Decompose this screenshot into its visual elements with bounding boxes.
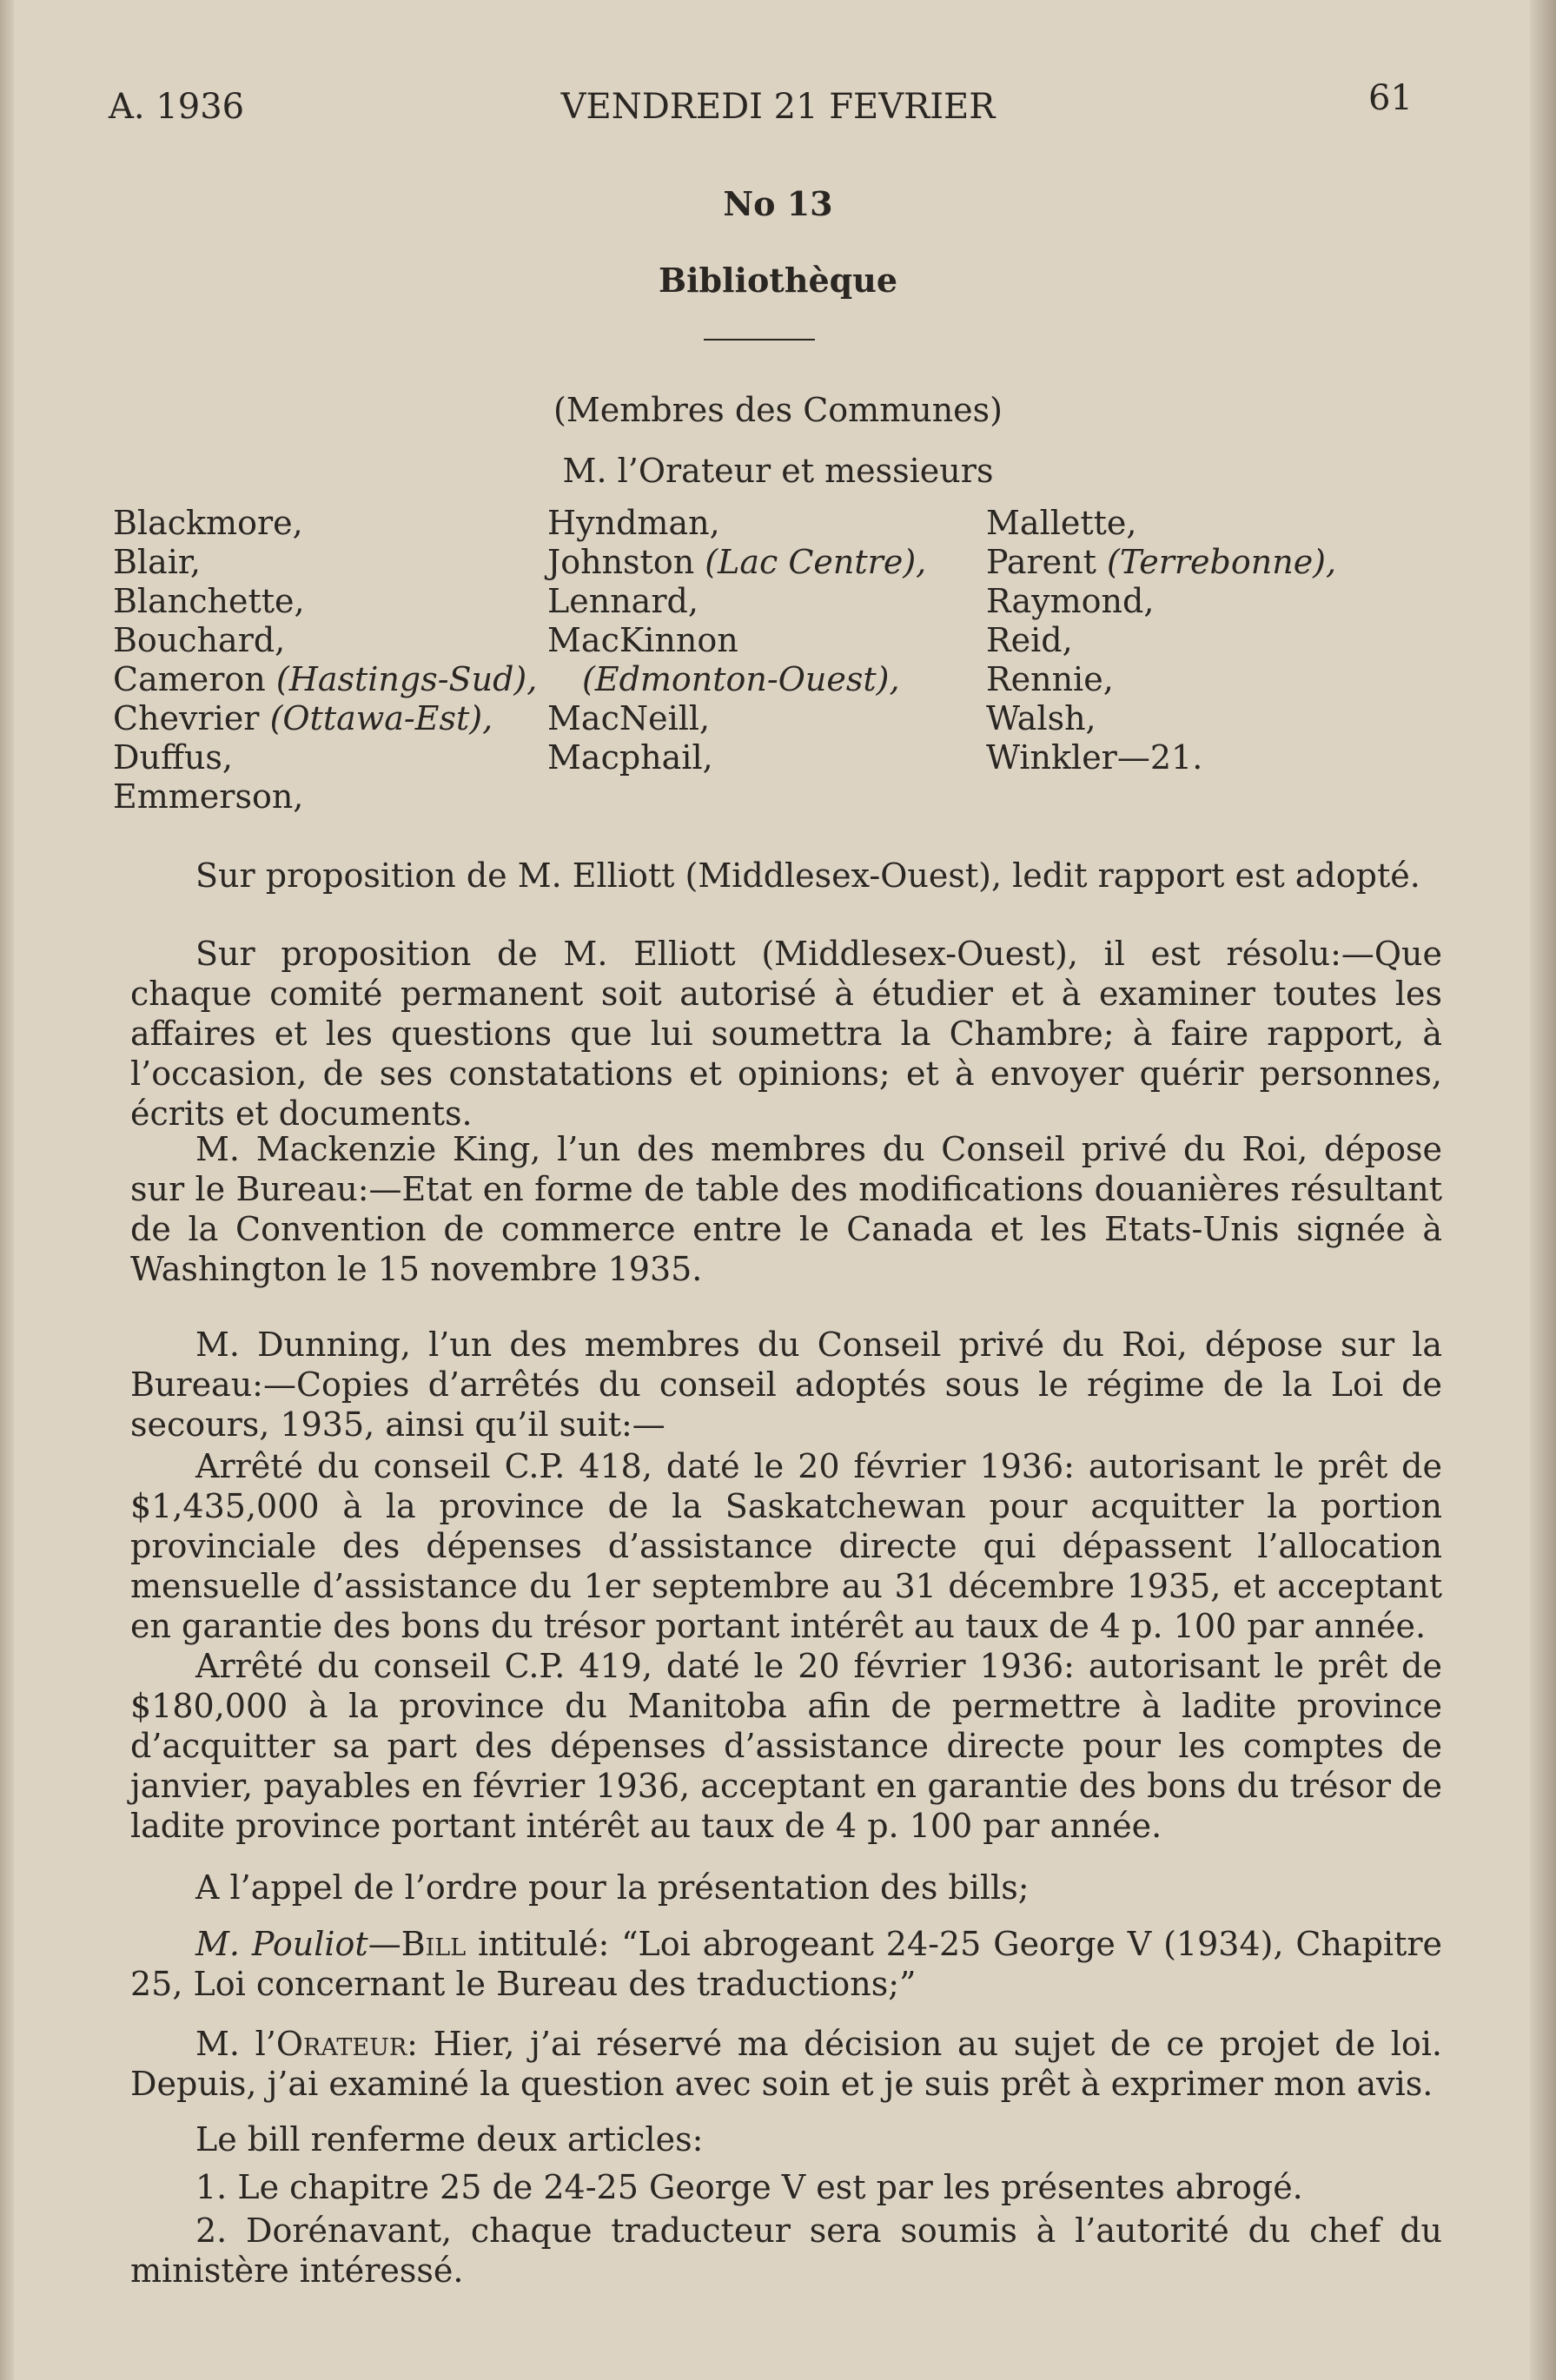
- member-name: Rennie,: [986, 660, 1114, 698]
- paragraph-bill-articles: Le bill renferme deux articles:: [195, 2120, 704, 2159]
- member-entry: [986, 543, 1336, 582]
- member-name: Emmerson,: [113, 777, 304, 816]
- members-column-1: [113, 504, 537, 816]
- header-year: A. 1936: [109, 87, 245, 127]
- member-entry: [113, 660, 537, 699]
- members-line: (Membres des Communes): [553, 391, 1003, 429]
- member-name: Cameron: [113, 660, 266, 698]
- member-name: Parent: [986, 543, 1096, 581]
- speaker-name: M. Pouliot: [195, 1925, 368, 1963]
- paragraph-call-of-order: A l’appel de l’ordre pour la présentation des bills;: [195, 1868, 1030, 1907]
- report-number: No 13: [723, 184, 833, 223]
- paragraph-speaker-ruling: M. l’Orateur: Hier, j’ai réservé ma décision au sujet de ce projet de loi. Depuis, j’ai examiné la question avec soin et je suis prêt à exprimer mon avis.: [130, 2025, 1442, 2103]
- paragraph-article-1: 1. Le chapitre 25 de 24-25 George V est par les présentes abrogé.: [195, 2168, 1303, 2206]
- header-date: VENDREDI 21 FEVRIER: [560, 87, 996, 127]
- speaker-line: M. l’Orateur et messieurs: [562, 452, 994, 490]
- paragraph-mackenzie-king: M. Mackenzie King, l’un des membres du Conseil privé du Roi, dépose sur le Bureau:—Etat en forme de table des modifications douanières résultant de la Convention de commerce entre le Canada et les Etats-Unis signée à Washington le 15 novembre 1935.: [130, 1130, 1442, 1288]
- member-name: Duffus,: [113, 738, 233, 777]
- page-right-edge: [1530, 0, 1556, 2380]
- member-name: Winkler—21.: [986, 738, 1203, 777]
- member-name: Bouchard,: [113, 621, 286, 659]
- page-number: 61: [1368, 78, 1413, 118]
- orateur-label: Orateur: [275, 2025, 407, 2063]
- member-name: Walsh,: [986, 699, 1096, 737]
- member-name: Reid,: [986, 621, 1073, 659]
- member-name: Johnston: [547, 543, 695, 581]
- members-column-3: [986, 504, 1336, 777]
- report-title: Bibliothèque: [658, 261, 898, 300]
- title-divider: [704, 339, 815, 340]
- page-binding-edge: [0, 0, 14, 2380]
- member-name: Blanchette,: [113, 582, 305, 620]
- member-entry: [547, 543, 926, 582]
- member-riding: (Edmonton-Ouest),: [582, 660, 900, 698]
- member-name: Macphail,: [547, 738, 713, 777]
- member-name: MacNeill,: [547, 699, 711, 737]
- paragraph-article-2: 2. Dorénavant, chaque traducteur sera soumis à l’autorité du chef du ministère intéressé.: [130, 2211, 1442, 2290]
- member-name: Raymond,: [986, 582, 1155, 620]
- member-riding: (Ottawa-Est),: [269, 699, 493, 737]
- paragraph-dunning: M. Dunning, l’un des membres du Conseil privé du Roi, dépose sur la Bureau:—Copies d’arrêtés du conseil adoptés sous le régime de la Loi de secours, 1935, ainsi qu’il suit:—: [130, 1326, 1442, 1444]
- member-entry: [113, 699, 537, 738]
- member-name: Lennard,: [547, 582, 699, 620]
- member-name: MacKinnon: [547, 621, 738, 659]
- member-name: Hyndman,: [547, 504, 720, 542]
- paragraph-pouliot-bill: M. Pouliot—Bill intitulé: “Loi abrogeant 24-25 George V (1934), Chapitre 25, Loi concernant le Bureau des traductions;”: [130, 1925, 1442, 2003]
- paragraph-report-adopted: Sur proposition de M. Elliott (Middlesex-Ouest), ledit rapport est adopté.: [195, 856, 1420, 895]
- paragraph-order-419: Arrêté du conseil C.P. 419, daté le 20 février 1936: autorisant le prêt de $180,000 à la province du Manitoba afin de permettre à ladite province d’acquitter sa part des dépenses d’assistance directe pour les comptes de janvier, payables en février 1936, acceptant en garantie des bons du trésor de ladite province portant intérêt au taux de 4 p. 100 par année.: [130, 1647, 1442, 1845]
- member-name: Blair,: [113, 543, 201, 581]
- member-riding: (Terrebonne),: [1107, 543, 1337, 581]
- member-riding: (Hastings-Sud),: [275, 660, 538, 698]
- member-riding: (Lac Centre),: [705, 543, 927, 581]
- member-name: Mallette,: [986, 504, 1137, 542]
- members-column-2: [547, 504, 926, 777]
- bill-label: Bill: [401, 1925, 467, 1963]
- paragraph-order-418: Arrêté du conseil C.P. 418, daté le 20 février 1936: autorisant le prêt de $1,435,000 à la province de la Saskatchewan pour acquitter la portion provinciale des dépenses d’assistance directe qui dépassent l’allocation mensuelle d’assistance du 1er septembre au 31 décembre 1935, et acceptant en garantie des bons du trésor portant intérêt au taux de 4 p. 100 par année.: [130, 1447, 1442, 1645]
- member-name: Chevrier: [113, 699, 260, 737]
- paragraph-committee-resolution: Sur proposition de M. Elliott (Middlesex-Ouest), il est résolu:—Que chaque comité permanent soit autorisé à étudier et à examiner toutes les affaires et les questions que lui soumettra la Chambre; à faire rapport, à l’occasion, de ses constatations et opinions; et à envoyer quérir personnes, écrits et documents.: [130, 935, 1442, 1133]
- member-name: Blackmore,: [113, 504, 303, 542]
